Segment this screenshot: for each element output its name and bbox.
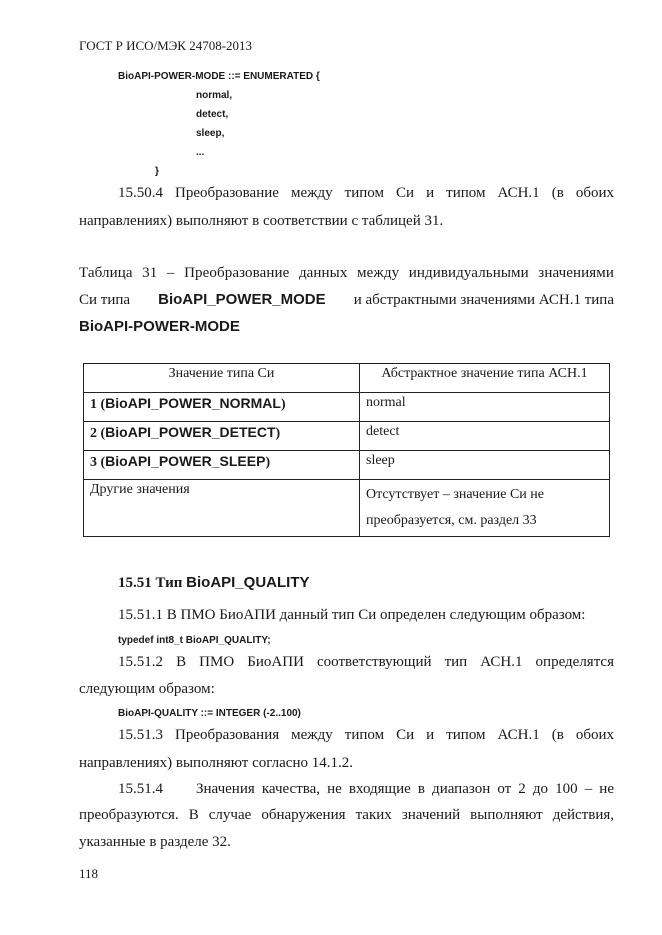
paragraph-15-51-3-line: 15.51.3 Преобразования между типом Си и типом АСН.1 (в обоих xyxy=(118,727,614,743)
code-enum-item: normal, xyxy=(196,90,233,101)
table-header-cell: Абстрактное значение типа АСН.1 xyxy=(360,364,610,393)
table-cell-asn-value: sleep xyxy=(360,451,610,480)
table-caption-text: и абстрактными значениями АСН.1 типа xyxy=(353,292,614,308)
table-cell-c-value: 1 (BioAPI_POWER_NORMAL) xyxy=(84,393,360,422)
table-cell-c-value: 2 (BioAPI_POWER_DETECT) xyxy=(84,422,360,451)
paragraph-15-50-4-line: 15.50.4 Преобразование между типом Си и типом АСН.1 (в обоих xyxy=(118,185,614,201)
paragraph-15-51-4-number: 15.51.4 xyxy=(118,781,163,797)
table-caption-line: Таблица 31 – Преобразование данных между индивидуальными значениями xyxy=(79,265,614,281)
table-caption-line xyxy=(79,291,614,309)
conversion-table xyxy=(83,363,610,537)
paragraph-15-51-1: 15.51.1 В ПМО БиоАПИ данный тип Си определен следующим образом: xyxy=(118,607,586,623)
paragraph-15-51-4-line: преобразуются. В случае обнаружения таких значений выполняют действия, xyxy=(79,807,614,823)
paragraph-15-51-4-line: Значения качества, не входящие в диапазон от 2 до 100 – не xyxy=(196,781,614,797)
paragraph-15-51-2-line: 15.51.2 В ПМО БиоАПИ соответствующий тип АСН.1 определятся xyxy=(118,654,614,670)
code-enum-declaration: BioAPI-POWER-MODE ::= ENUMERATED { xyxy=(118,71,320,82)
page-number: 118 xyxy=(79,866,99,881)
paragraph-15-51-4-line: указанные в разделе 32. xyxy=(79,834,231,850)
table-cell-c-value: Другие значения xyxy=(84,480,360,537)
table-row xyxy=(84,451,610,480)
table-caption-type-name: BioAPI_POWER_MODE xyxy=(158,291,326,308)
code-typedef: typedef int8_t BioAPI_QUALITY; xyxy=(118,635,271,646)
paragraph-15-51-2-line: следующим образом: xyxy=(79,681,215,697)
code-enum-item: ... xyxy=(196,147,205,158)
table-row xyxy=(84,422,610,451)
table-cell-asn-value: normal xyxy=(360,393,610,422)
code-enum-item: sleep, xyxy=(196,128,225,139)
table-row xyxy=(84,393,610,422)
table-header-row xyxy=(84,364,610,393)
table-caption-text: Си типа xyxy=(79,292,131,308)
code-enum-item: detect, xyxy=(196,109,229,120)
paragraph-15-50-4-line: направлениях) выполняют в соответствии с таблицей 31. xyxy=(79,213,444,229)
paragraph-15-51-3-line: направлениях) выполняют согласно 14.1.2. xyxy=(79,755,353,771)
table-caption-asn-type: BioAPI-POWER-MODE xyxy=(79,318,240,335)
table-header-cell: Значение типа Си xyxy=(84,364,360,393)
section-heading-15-51: 15.51 Тип BioAPI_QUALITY xyxy=(118,574,310,591)
code-enum-close: } xyxy=(155,166,159,177)
table-cell-asn-value: detect xyxy=(360,422,610,451)
document-header: ГОСТ Р ИСО/МЭК 24708-2013 xyxy=(79,38,253,53)
table-row xyxy=(84,480,610,537)
code-asn-quality: BioAPI-QUALITY ::= INTEGER (-2..100) xyxy=(118,708,301,719)
table-cell-c-value: 3 (BioAPI_POWER_SLEEP) xyxy=(84,451,360,480)
table-cell-asn-value: Отсутствует – значение Си не преобразуется, см. раздел 33 xyxy=(360,480,610,537)
